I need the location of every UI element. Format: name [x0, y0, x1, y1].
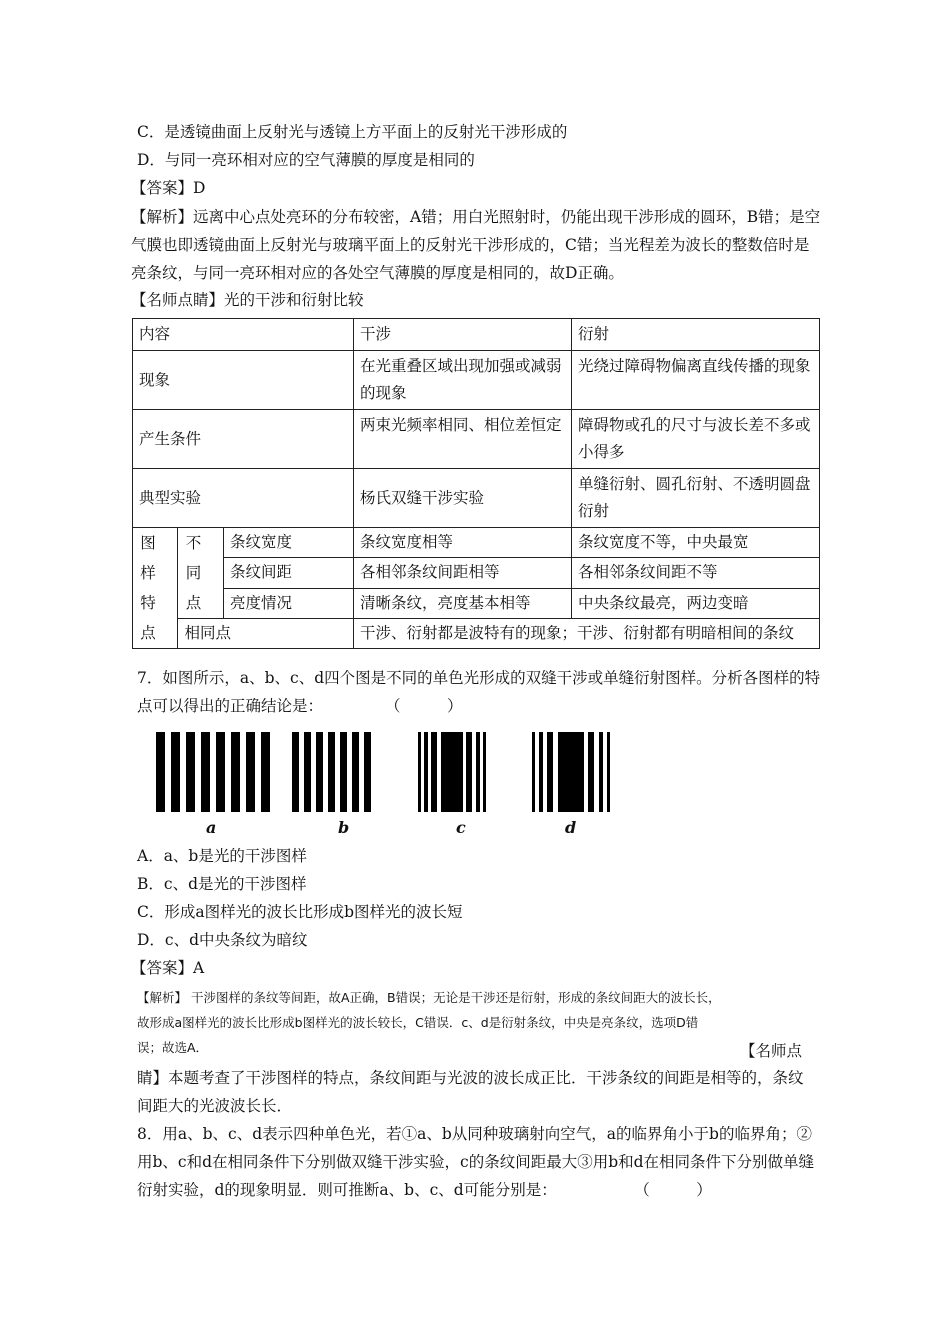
- fringe-bar: [547, 732, 553, 812]
- diff-row-label: 条纹宽度: [223, 528, 353, 558]
- fringe-patterns-figure: [150, 732, 620, 842]
- q7-tip-head: 【名师点: [740, 1042, 803, 1060]
- same-points-label: 相同点: [178, 619, 354, 649]
- pattern-label-a: a: [206, 818, 217, 837]
- q7-analysis-line1: 【解析】 干涉图样的条纹等间距，故A正确，B错误；无论是干涉还是衍射，形成的条纹间距大的波长长，: [137, 990, 721, 1005]
- fringe-bar: [328, 732, 335, 812]
- analysis-paragraph: 【解析】远离中心点处亮环的分布较密，A错；用白光照射时，仍能出现干涉形成的圆环，B错；是空气膜也即透镜曲面上反射光与玻璃平面上的反射光干涉形成的，C错；当光程差为波长的整数倍时是亮条纹，与同一亮环相对应的各处空气薄膜的厚度是相同的，故D正确。: [131, 208, 821, 282]
- fringe-bar: [532, 732, 535, 812]
- table-cell: 两束光频率相同、相位差恒定: [354, 410, 572, 469]
- fringe-bar: [304, 732, 311, 812]
- fringe-bar: [558, 732, 584, 812]
- table-cell: 障碍物或孔的尺寸与波长差不多或小得多: [572, 410, 820, 469]
- option-d-line: D．与同一亮环相对应的空气薄膜的厚度是相同的: [137, 151, 475, 169]
- fringe-bar: [231, 732, 240, 812]
- pattern-label-c: c: [456, 818, 466, 837]
- diff-row-cell: 条纹宽度不等，中央最宽: [572, 528, 820, 558]
- pattern-features-cell: [133, 528, 178, 649]
- q7-option-a: A．a、b是光的干涉图样: [137, 847, 307, 865]
- fringe-bar: [186, 732, 195, 812]
- fringe-bar: [441, 732, 463, 812]
- q7-answer: 【答案】A: [131, 959, 205, 977]
- fringe-bar: [261, 732, 270, 812]
- answer-line: 【答案】D: [131, 179, 206, 197]
- fringe-bar: [340, 732, 347, 812]
- fringe-bar: [599, 732, 603, 812]
- pattern-c: [418, 732, 486, 812]
- question-7: 7．如图所示，a、b、c、d四个图是不同的单色光形成的双缝干涉或单缝衍射图样。分析各图样的特点可以得出的正确结论是： （ ）: [137, 669, 821, 715]
- q7-analysis-line3: 误；故选A．: [137, 1040, 209, 1055]
- same-points-text: 干涉、衍射都是波特有的现象；干涉、衍射都有明暗相间的条纹: [354, 619, 820, 649]
- pattern-a: [156, 732, 270, 812]
- fringe-bar: [466, 732, 472, 812]
- fringe-bar: [316, 732, 323, 812]
- diff-row-cell: 各相邻条纹间距不等: [572, 558, 820, 588]
- table-cell: 杨氏双缝干涉实验: [354, 469, 572, 528]
- q7-option-c: C．形成a图样光的波长比形成b图样光的波长短: [137, 903, 463, 921]
- question-8: 8．用a、b、c、d表示四种单色光，若①a、b从同种玻璃射向空气，a的临界角小于b的临界角；②用b、c和d在相同条件下分别做双缝干涉实验，c的条纹间距最大③用b和d在相同条件下分别做单缝衍射实验，d的现象明显．则可推断a、b、c、d可能分别是： （ ）: [137, 1125, 815, 1199]
- diff-row-cell: 条纹宽度相等: [354, 528, 572, 558]
- fringe-bar: [352, 732, 359, 812]
- table-row-label: 典型实验: [133, 469, 354, 528]
- fringe-bar: [171, 732, 180, 812]
- q7-analysis-line2: 故形成a图样光的波长比形成b图样光的波长较长，C错误．c、d是衍射条纹，中央是亮条纹，选项D错: [137, 1015, 699, 1030]
- fringe-bar: [539, 732, 543, 812]
- fringe-bar: [216, 732, 225, 812]
- table-row-label: 现象: [133, 351, 354, 410]
- table-cell: 光绕过障碍物偏离直线传播的现象: [572, 351, 820, 410]
- table-header-content: 内容: [133, 319, 354, 351]
- diff-row-cell: 中央条纹最亮，两边变暗: [572, 588, 820, 618]
- fringe-bar: [431, 732, 437, 812]
- table-header-interference: 干涉: [354, 319, 572, 351]
- table-cell: 在光重叠区域出现加强或减弱的现象: [354, 351, 572, 410]
- fringe-bar: [483, 732, 486, 812]
- pattern-d: [532, 732, 610, 812]
- fringe-bar: [246, 732, 255, 812]
- table-row-label: 产生条件: [133, 410, 354, 469]
- pattern-features-label: 图样特点: [140, 534, 156, 642]
- fringe-bar: [364, 732, 371, 812]
- diff-row-label: 条纹间距: [223, 558, 353, 588]
- fringe-bar: [588, 732, 594, 812]
- fringe-bar: [418, 732, 421, 812]
- pattern-b: [292, 732, 371, 812]
- fringe-bar: [476, 732, 480, 812]
- table-cell: 单缝衍射、圆孔衍射、不透明圆盘衍射: [572, 469, 820, 528]
- table-header-diffraction: 衍射: [572, 319, 820, 351]
- fringe-bar: [424, 732, 428, 812]
- q7-option-d: D．c、d中央条纹为暗纹: [137, 931, 308, 949]
- q7-option-b: B．c、d是光的干涉图样: [137, 875, 307, 893]
- diff-points-label: 不同点: [185, 534, 202, 612]
- diff-row-label: 亮度情况: [223, 588, 353, 618]
- diff-row-cell: 各相邻条纹间距相等: [354, 558, 572, 588]
- fringe-bar: [201, 732, 210, 812]
- fringe-bar: [607, 732, 610, 812]
- pattern-label-b: b: [338, 818, 350, 837]
- comparison-table: [132, 318, 820, 649]
- option-c-line: C．是透镜曲面上反射光与透镜上方平面上的反射光干涉形成的: [137, 123, 568, 141]
- diff-points-cell: [178, 528, 223, 619]
- diff-row-cell: 清晰条纹，亮度基本相等: [354, 588, 572, 618]
- tip-title: 【名师点睛】光的干涉和衍射比较: [131, 291, 364, 309]
- fringe-bar: [156, 732, 165, 812]
- fringe-bar: [292, 732, 299, 812]
- pattern-label-d: d: [565, 818, 577, 837]
- q7-tip-body: 睛】本题考查了干涉图样的特点，条纹间距与光波的波长成正比．干涉条纹的间距是相等的，条纹间距大的光波波长长．: [137, 1069, 804, 1115]
